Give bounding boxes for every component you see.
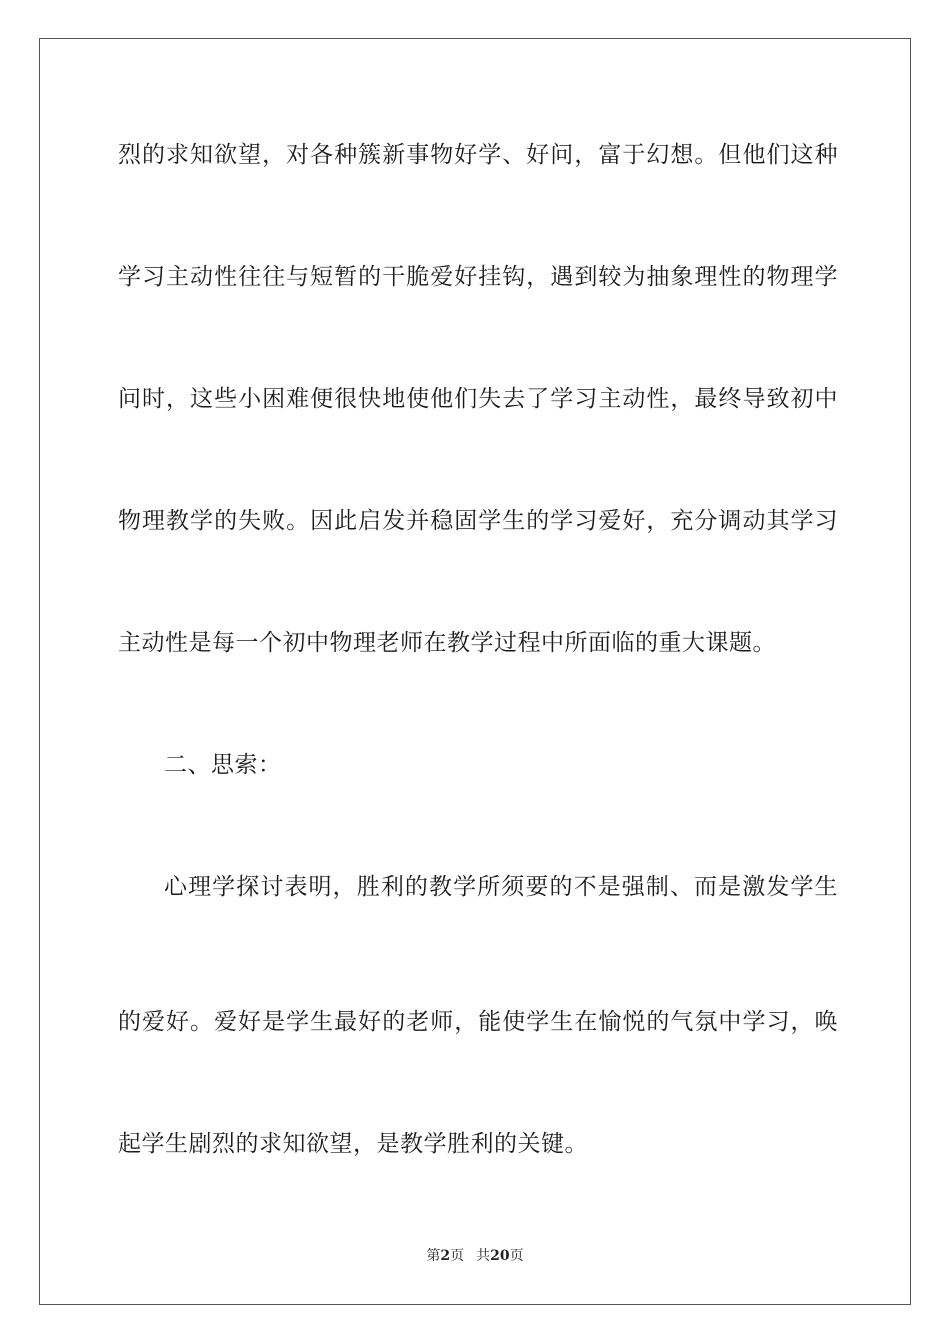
paragraph-line: 学习主动性往往与短暂的干脆爱好挂钩，遇到较为抽象理性的物理学 (118, 264, 838, 290)
paragraph-line: 起学生剧烈的求知欲望，是教学胜利的关键。 (118, 1131, 588, 1157)
page-footer (0, 1246, 950, 1266)
paragraph-line: 问时，这些小困难便很快地使他们失去了学习主动性，最终导致初中 (118, 386, 838, 412)
paragraph-line: 的爱好。爱好是学生最好的老师，能使学生在愉悦的气氛中学习，唤 (118, 1009, 838, 1035)
paragraph-line: 烈的求知欲望，对各种簇新事物好学、好问，富于幻想。但他们这种 (118, 142, 838, 168)
total-page-count: 20 (490, 1248, 510, 1264)
paragraph-line: 心理学探讨表明，胜利的教学所须要的不是强制、而是激发学生 (164, 874, 838, 900)
current-page-number: 2 (440, 1248, 451, 1264)
total-label-suffix: 页 (509, 1248, 524, 1264)
section-heading: 二、思索： (164, 752, 282, 778)
total-label-prefix: 共 (476, 1248, 491, 1264)
page-label-suffix: 页 (450, 1248, 465, 1264)
page-label-prefix: 第 (426, 1248, 441, 1264)
paragraph-line: 物理教学的失败。因此启发并稳固学生的学习爱好，充分调动其学习 (118, 508, 838, 534)
paragraph-line: 主动性是每一个初中物理老师在教学过程中所面临的重大课题。 (118, 630, 776, 656)
page-border (39, 38, 911, 1305)
